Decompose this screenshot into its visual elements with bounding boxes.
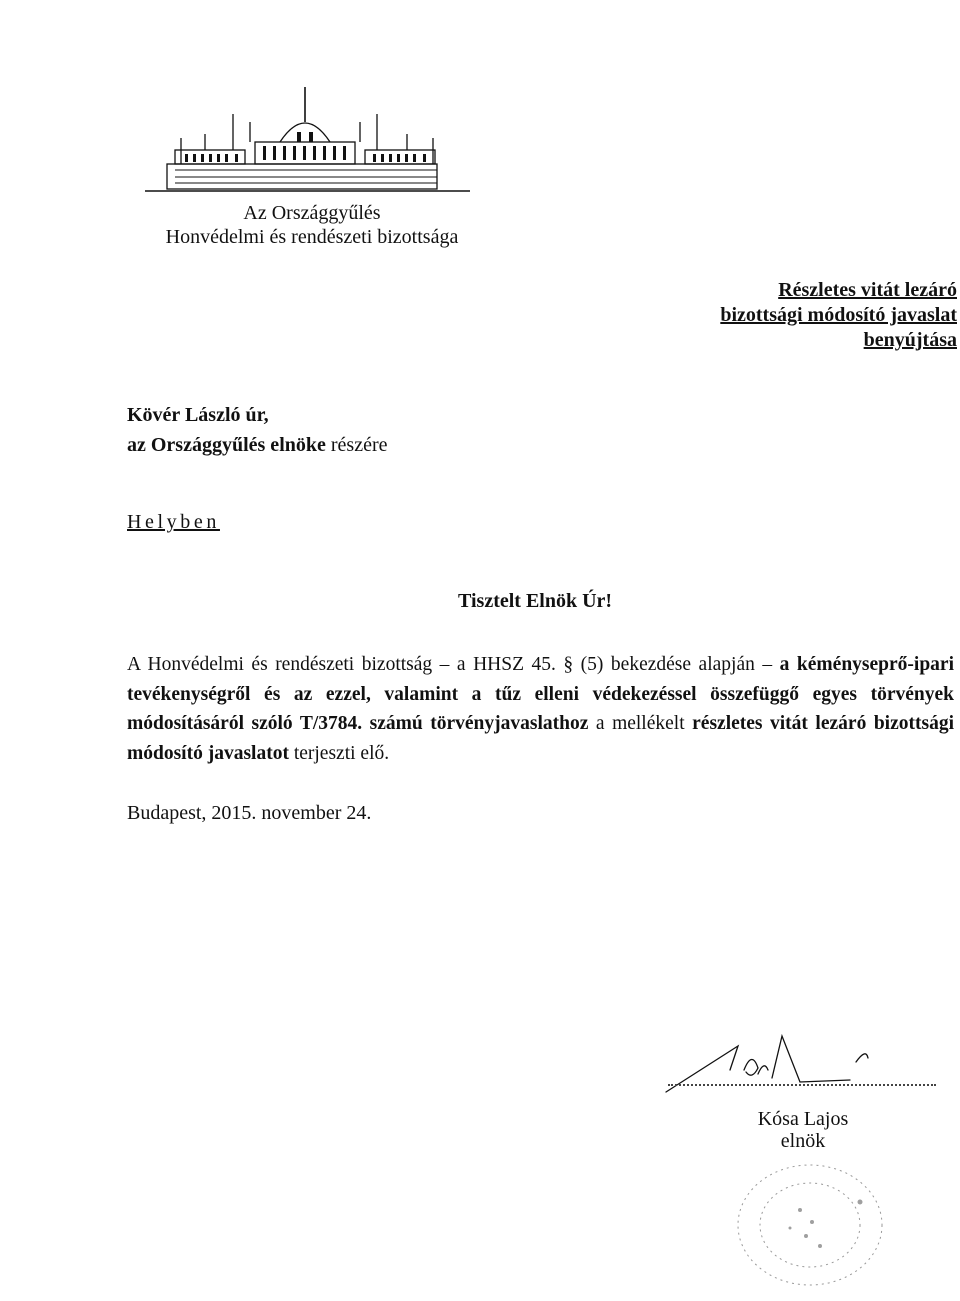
document-type-title [720,278,957,353]
signatory-name: Kósa Lajos [757,1108,849,1130]
body-intro: A Honvédelmi és rendészeti bizottság – a HHSZ 45. § (5) bekezdése alapján – [127,654,780,675]
handwritten-signature [660,1030,950,1100]
committee-org-line2: Honvédelmi és rendészeti bizottsága [165,226,459,248]
committee-org-line1: Az Országgyűlés [243,202,381,224]
recipient-role [127,434,388,457]
body-connector: a mellékelt [588,713,693,734]
signature-dotted-line [668,1084,936,1086]
proposal-name: részletes vitát lezáró bizottsági módosító javaslatot [127,713,954,764]
body-paragraph [127,650,954,768]
salutation: Tisztelt Elnök Úr! [458,590,613,612]
recipient-role-suffix: részére [325,434,388,456]
recipient-role-title: az Országgyűlés elnöke [127,434,326,456]
body-closing: terjeszti elő. [288,742,390,764]
signatory-title: elnök [780,1130,826,1152]
doc-type-line3: benyújtása [863,329,957,351]
recipient-name: Kövér László úr, [127,404,269,426]
doc-type-line2: bizottsági módosító javaslat [720,304,957,326]
location-line: Helyben [127,511,220,533]
official-stamp [720,1150,900,1295]
doc-type-line1: Részletes vitát lezáró [778,279,957,301]
parliament-building-logo [145,82,470,194]
bill-title: a kéményseprő-ipari tevékenységről és az ezzel, valamint a tűz elleni védekezéssel összefüggő egyes törvények módosításáról szóló T/3784. számú törvényjavaslathoz [127,654,954,734]
date-line: Budapest, 2015. november 24. [127,802,372,824]
